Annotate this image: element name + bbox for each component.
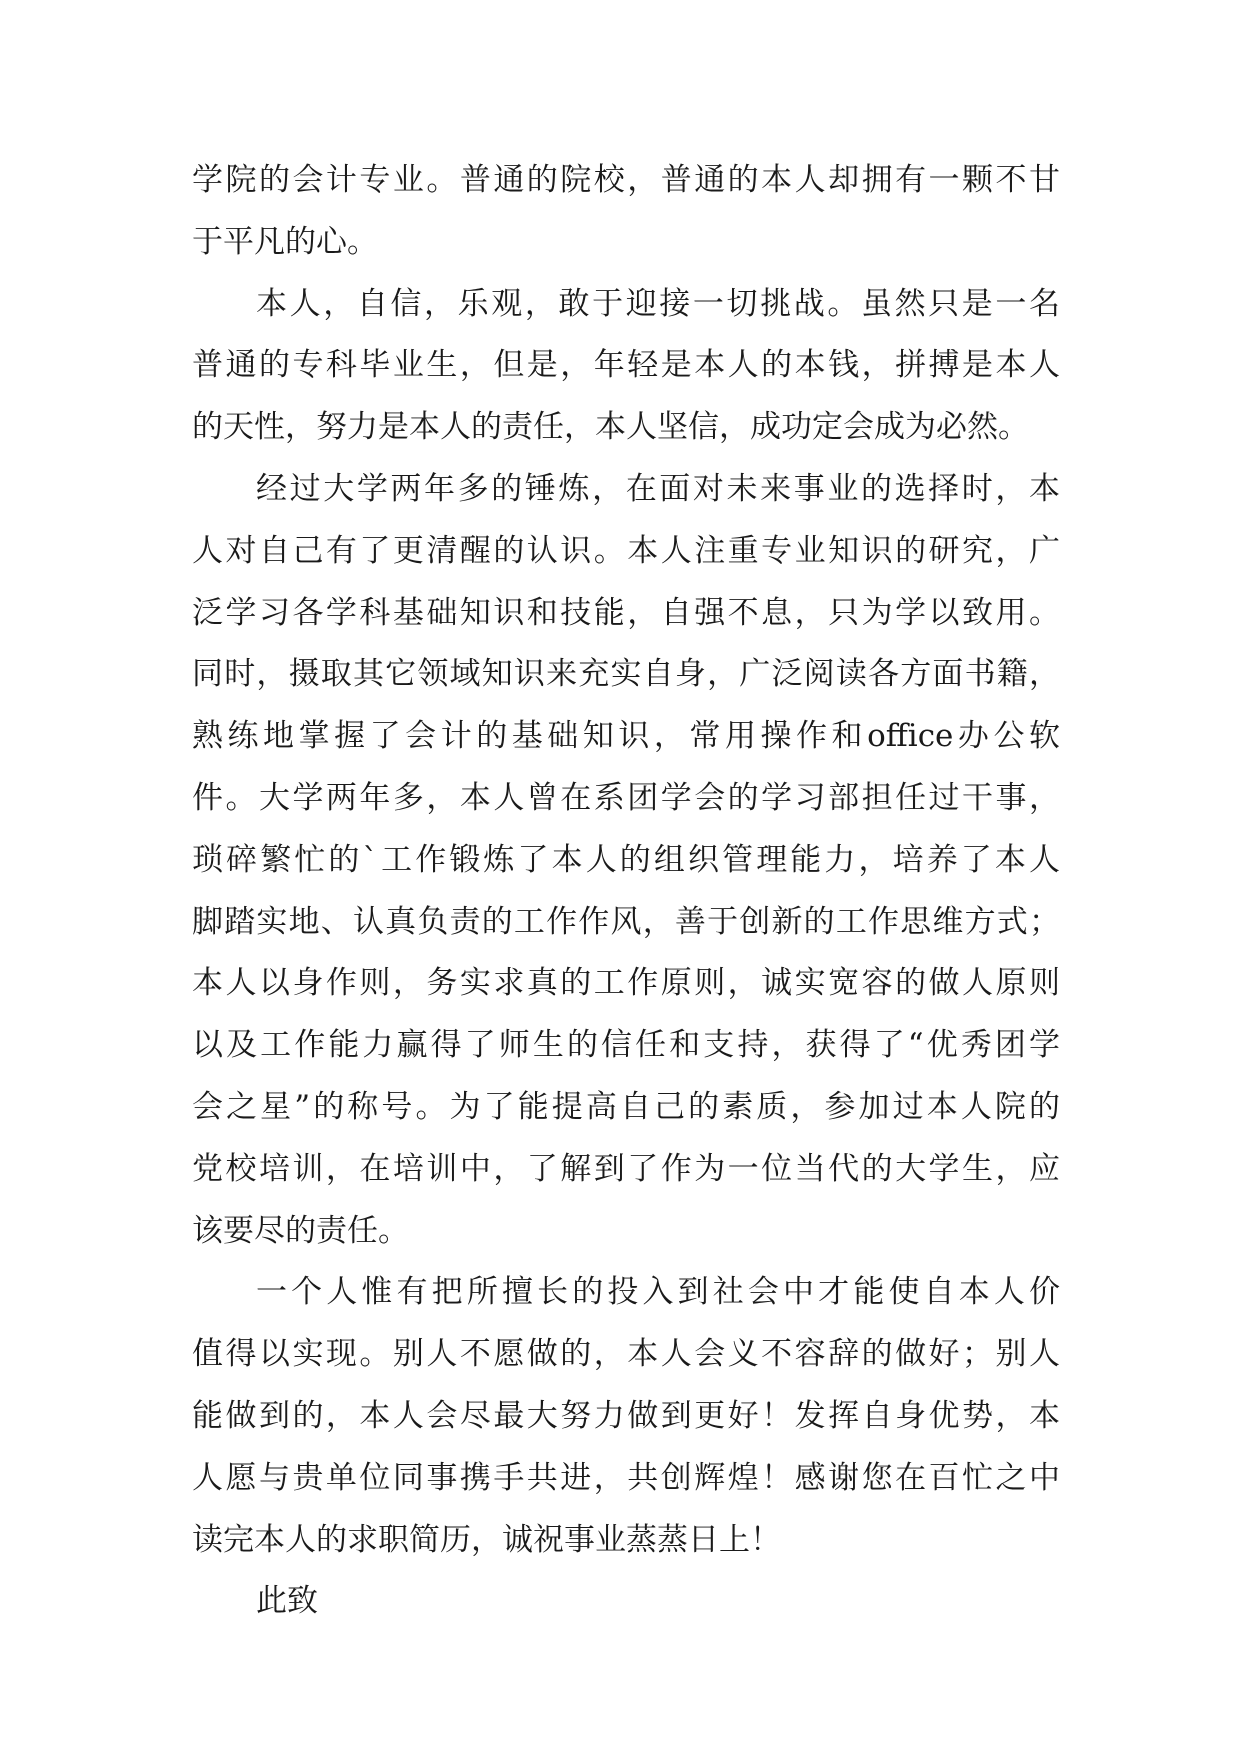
text-line: 本人以身作则，务实求真的工作原则，诚实宽容的做人原则: [192, 965, 1060, 1002]
text-line: 该要尽的责任。: [192, 1212, 409, 1249]
text-line: 党校培训，在培训中，了解到了作为一位当代的大学生，应: [192, 1150, 1060, 1187]
text-line: 以及工作能力赢得了师生的信任和支持，获得了“优秀团学: [192, 1027, 1060, 1064]
text-line: 能做到的，本人会尽最大努力做到更好！发挥自身优势，本: [192, 1397, 1060, 1434]
text-line: 熟练地掌握了会计的基础知识，常用操作和office办公软: [192, 718, 1060, 755]
text-line: 人愿与贵单位同事携手共进，共创辉煌！感谢您在百忙之中: [192, 1459, 1060, 1496]
text-line: 本人，自信，乐观，敢于迎接一切挑战。虽然只是一名: [256, 285, 1060, 322]
text-line: 人对自己有了更清醒的认识。本人注重专业知识的研究，广: [192, 532, 1060, 569]
text-line: 值得以实现。别人不愿做的，本人会义不容辞的做好；别人: [192, 1336, 1060, 1373]
closing-salutation: 此致: [256, 1583, 318, 1620]
letter-body: [192, 150, 1060, 1633]
text-line: 会之星”的称号。为了能提高自己的素质，参加过本人院的: [192, 1088, 1060, 1125]
text-line: 的天性，努力是本人的责任，本人坚信，成功定会成为必然。: [192, 409, 1029, 446]
text-line: 琐碎繁忙的`工作锻炼了本人的组织管理能力，培养了本人: [192, 841, 1060, 878]
text-line: 泛学习各学科基础知识和技能，自强不息，只为学以致用。: [192, 594, 1060, 631]
text-line: 件。大学两年多，本人曾在系团学会的学习部担任过干事，: [192, 779, 1060, 816]
text-line: 脚踏实地、认真负责的工作作风，善于创新的工作思维方式；: [192, 903, 1060, 940]
text-line: 于平凡的心。: [192, 223, 378, 260]
text-line: 读完本人的求职简历，诚祝事业蒸蒸日上！: [192, 1521, 781, 1558]
text-line: 经过大学两年多的锤炼，在面对未来事业的选择时，本: [256, 470, 1060, 507]
text-line: 普通的专科毕业生，但是，年轻是本人的本钱，拼搏是本人: [192, 347, 1060, 384]
text-line: 一个人惟有把所擅长的投入到社会中才能使自本人价: [256, 1274, 1060, 1311]
text-line: 同时，摄取其它领域知识来充实自身，广泛阅读各方面书籍，: [192, 656, 1060, 693]
text-line: 学院的会计专业。普通的院校，普通的本人却拥有一颗不甘: [192, 162, 1060, 198]
